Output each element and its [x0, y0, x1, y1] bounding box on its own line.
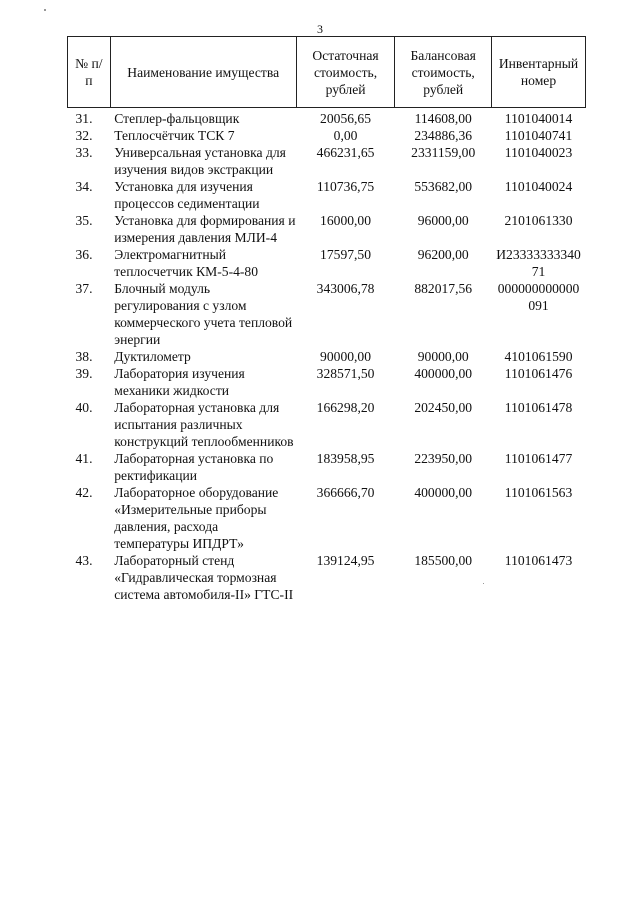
cell-inventory: 4101061590: [504, 349, 573, 364]
cell-name: Теплосчётчик ТСК 7: [114, 128, 235, 143]
table-row: [68, 144, 586, 178]
cell-num: 32.: [75, 128, 93, 143]
cell-residual: 20056,65: [320, 111, 372, 126]
cell-balance: 185500,00: [414, 553, 473, 568]
cell-residual: 183958,95: [316, 451, 375, 466]
cell-name: Лабораторная установка для испытания различных конструкций теплообменников: [114, 400, 294, 449]
header-num: № п/п: [68, 37, 111, 108]
table-header-row: [68, 37, 586, 108]
cell-balance: 400000,00: [414, 485, 473, 500]
table-row: [68, 365, 586, 399]
cell-inventory: 1101061478: [504, 400, 573, 415]
cell-name: Лаборатория изучения механики жидкости: [114, 366, 245, 398]
cell-name: Блочный модуль регулирования с узлом коммерческого учета тепловой энергии: [114, 281, 293, 347]
cell-residual: 16000,00: [320, 213, 372, 228]
scan-speck: [44, 9, 46, 11]
cell-num: 31.: [75, 111, 93, 126]
table-row: [68, 212, 586, 246]
cell-inventory: 1101061476: [504, 366, 573, 381]
table-row: [68, 127, 586, 144]
cell-balance: 114608,00: [414, 111, 472, 126]
table-row: [68, 484, 586, 552]
cell-name: Дуктилометр: [114, 349, 191, 364]
cell-inventory: 1101040741: [504, 128, 573, 143]
cell-balance: 223950,00: [414, 451, 473, 466]
cell-num: 41.: [75, 451, 93, 466]
cell-inventory: 1101040024: [504, 179, 573, 194]
cell-inventory: 1101061473: [504, 553, 573, 568]
cell-residual: 139124,95: [316, 553, 375, 568]
cell-num: 39.: [75, 366, 93, 381]
cell-residual: 90000,00: [320, 349, 372, 364]
header-residual: Остаточная стоимость, рублей: [296, 37, 395, 108]
table-row: [68, 178, 586, 212]
cell-inventory: И23333333340 71: [496, 247, 581, 279]
cell-num: 36.: [75, 247, 93, 262]
cell-name: Лабораторная установка по ректификации: [114, 451, 274, 483]
cell-num: 42.: [75, 485, 93, 500]
table-row: [68, 450, 586, 484]
cell-residual: 17597,50: [320, 247, 372, 262]
cell-name: Лабораторный стенд «Гидравлическая тормозная система автомобиля-II» ГТС-II: [114, 553, 294, 602]
cell-residual: 343006,78: [316, 281, 375, 296]
cell-inventory: 1101040014: [504, 111, 573, 126]
cell-residual: 466231,65: [316, 145, 375, 160]
cell-num: 37.: [75, 281, 93, 296]
cell-num: 33.: [75, 145, 93, 160]
cell-residual: 0,00: [333, 128, 358, 143]
table-row: [68, 348, 586, 365]
cell-residual: 110736,75: [316, 179, 375, 194]
table-row: [68, 552, 586, 603]
cell-inventory: 000000000000 091: [497, 281, 580, 313]
cell-num: 34.: [75, 179, 93, 194]
cell-name: Лабораторное оборудование «Измерительные приборы давления, расхода температуры ИПДРТ»: [114, 485, 279, 551]
cell-inventory: 2101061330: [504, 213, 573, 228]
cell-balance: 882017,56: [414, 281, 473, 296]
cell-num: 40.: [75, 400, 93, 415]
cell-residual: 366666,70: [316, 485, 375, 500]
cell-inventory: 1101040023: [504, 145, 573, 160]
table-row: [68, 399, 586, 450]
cell-balance: 2331159,00: [411, 145, 476, 160]
cell-name: Электромагнитный теплосчетчик КМ-5-4-80: [114, 247, 259, 279]
cell-num: 38.: [75, 349, 93, 364]
page-number: 3: [317, 22, 323, 36]
cell-balance: 234886,36: [414, 128, 473, 143]
table-row: [68, 108, 586, 128]
cell-balance: 96000,00: [417, 213, 469, 228]
cell-balance: 400000,00: [414, 366, 473, 381]
header-name: Наименование имущества: [110, 37, 296, 108]
cell-balance: 553682,00: [414, 179, 473, 194]
header-balance: Балансовая стоимость, рублей: [395, 37, 492, 108]
table-row: [68, 246, 586, 280]
cell-name: Установка для формирования и измерения давления МЛИ-4: [114, 213, 296, 245]
header-inventory: Инвентарный номер: [492, 37, 586, 108]
cell-balance: 90000,00: [417, 349, 469, 364]
cell-num: 35.: [75, 213, 93, 228]
cell-inventory: 1101061477: [504, 451, 573, 466]
table-row: [68, 280, 586, 348]
cell-name: Универсальная установка для изучения видов экстракции: [114, 145, 286, 177]
cell-balance: 202450,00: [414, 400, 473, 415]
cell-balance: 96200,00: [417, 247, 469, 262]
cell-name: Степлер-фальцовщик: [114, 111, 240, 126]
cell-residual: 166298,20: [316, 400, 375, 415]
cell-residual: 328571,50: [316, 366, 375, 381]
cell-name: Установка для изучения процессов седиментации: [114, 179, 260, 211]
table-body: [68, 108, 586, 604]
property-table: [67, 36, 586, 603]
cell-num: 43.: [75, 553, 93, 568]
cell-inventory: 1101061563: [504, 485, 573, 500]
